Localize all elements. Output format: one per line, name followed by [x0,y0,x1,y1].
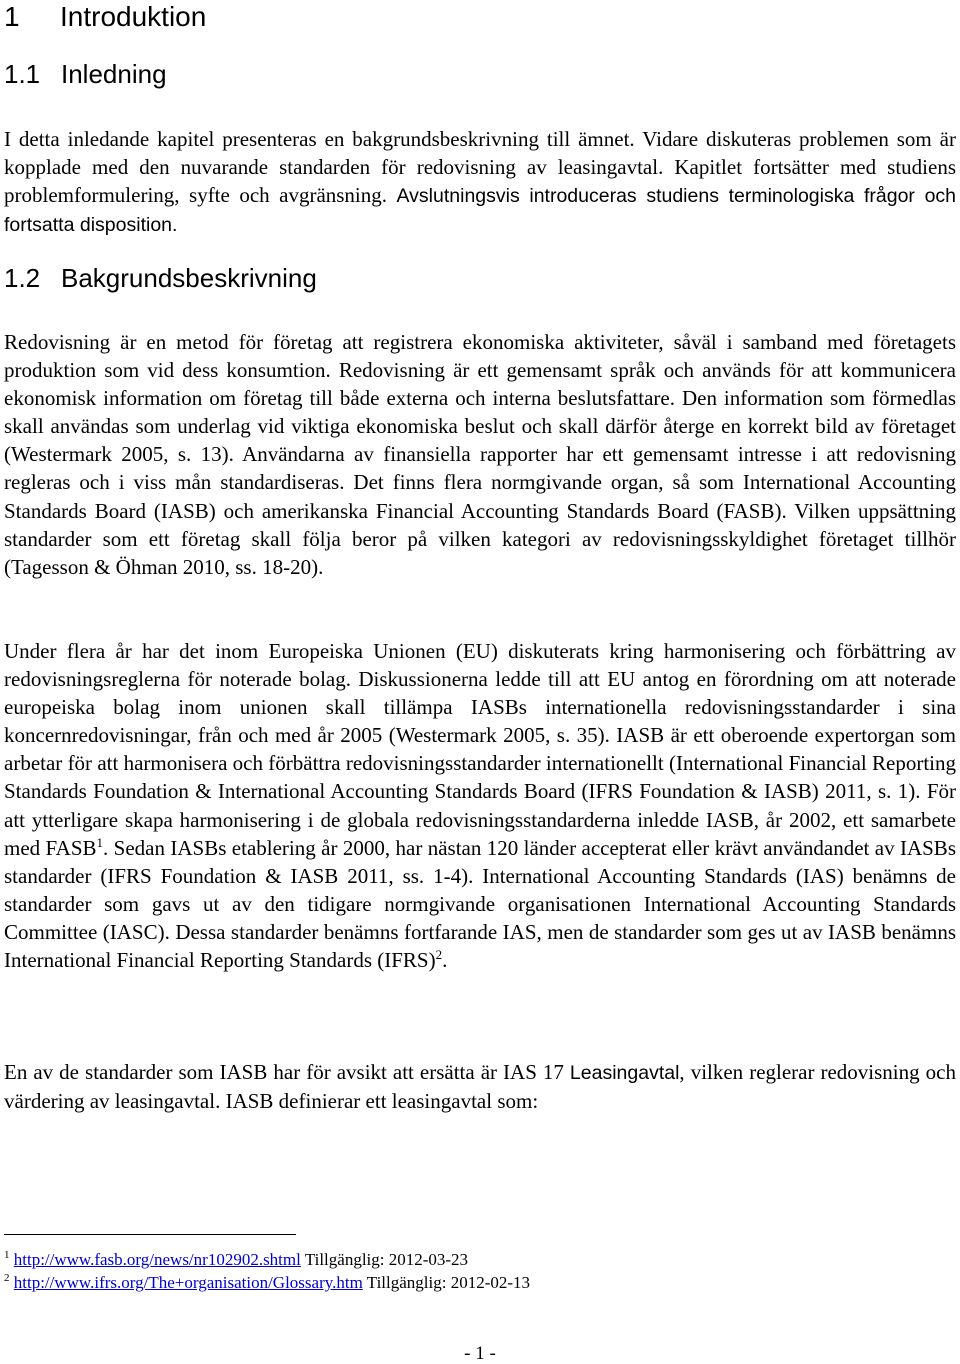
footnote-marker: 1 [4,1249,10,1261]
chapter-heading [4,0,206,34]
section-number: 1.1 [4,59,41,89]
footnote-divider [4,1234,296,1235]
footnote-reference-1[interactable]: 1 [96,834,104,850]
footnote-2 [4,1273,530,1293]
footnote-link-1[interactable]: http://www.fasb.org/news/nr102902.shtml [13,1250,301,1269]
intro-paragraph: I detta inledande kapitel presenteras en bakgrundsbeskrivning till ämnet. Vidare diskuteras problemen som är kopplade med den nuvarande standarden för redovisning av leasingavtal. Kapitlet fortsätter med studiens problemformulering, syfte och avgränsning. Avslutningsvis introduceras studiens terminologiska frågor och fortsatta disposition. [4,127,957,237]
footnote-link-2[interactable]: http://www.ifrs.org/The+organisation/Glossary.htm [13,1273,363,1292]
chapter-title: Introduktion [60,1,207,32]
background-paragraph-1: Redovisning är en metod för företag att registrera ekonomiska aktiviteter, såväl i samband med företagets produktion som vid dess konsumtion. Redovisning är ett gemensamt språk och används för att kommunicera ekonomisk information om företag till både externa och interna beslutsfattare. Den information som förmedlas skall användas som underlag vid viktiga ekonomiska beslut och skall därför återge en korrekt bild av företaget (Westermark 2005, s. 13). Användarna av finansiella rapporter har ett gemensamt intresse i att redovisning regleras och i viss mån standardiseras. Det finns flera normgivande organ, så som International Accounting Standards Board (IASB) och amerikanska Financial Accounting Standards Board (FASB). Vilken uppsättning standarder som ett företag skall följa beror på vilken kategori av redovisningsskyldighet företaget tillhör (Tagesson & Öhman 2010, ss. 18-20). [4,330,956,579]
footnote-note: Tillgänglig: 2012-03-23 [304,1250,469,1269]
section-heading-inledning [4,58,167,90]
section-title: Inledning [61,59,167,89]
document-page [4,0,956,1362]
background-paragraph-2: Under flera år har det inom Europeiska Unionen (EU) diskuterats kring harmonisering och förbättring av redovisningsreglerna för noterade bolag. Diskussionerna ledde till att EU antog en förordning om att noterade europeiska bolag inom unionen skall tillämpa IASBs internationella redovisningsstandarder i sina koncernredovisningar, från och med år 2005 (Westermark 2005, s. 35). IASB är ett oberoende expertorgan som arbetar för att harmonisera och förbättra redovisningsstandarder internationellt (International Financial Reporting Standards Foundation & International Accounting Standards Board (IFRS Foundation & IASB) 2011, s. 1). För att ytterligare skapa harmonisering i de globala redovisningsstandarderna inledde IASB, år 2002, ett samarbete med FASB$^1$. Sedan IASBs etablering år 2000, har nästan 120 länder accepterat eller krävt användandet av IASBs standarder (IFRS Foundation & IASB 2011, ss. 1-4). International Accounting Standards (IAS) benämns de standarder som gavs ut av den tidigare normgivande organisationen International Accounting Standards Committee (IASC). Dessa standarder benämns fortfarande IAS, men de standarder som ges ut av IASB benämns International Financial Reporting Standards (IFRS)$^2$. [4,639,956,973]
standard-name: Leasingavtal [569,1062,680,1084]
section-title: Bakgrundsbeskrivning [61,263,317,293]
page-number: - 1 - [464,1343,496,1364]
background-paragraph-3: En av de standarder som IASB har för avsikt att ersätta är IAS 17 Leasingavtal, vilken reglerar redovisning och värdering av leasingavtal. IASB definierar ett leasingavtal som: [4,1060,956,1114]
footnote-note: Tillgänglig: 2012-02-13 [366,1273,531,1292]
footnote-reference-2[interactable]: 2 [435,947,443,963]
chapter-number: 1 [4,1,20,32]
section-heading-bakgrundsbeskrivning [4,262,317,294]
footnote-marker: 2 [4,1272,10,1284]
section-number: 1.2 [4,263,41,293]
footnote-1 [4,1250,468,1270]
